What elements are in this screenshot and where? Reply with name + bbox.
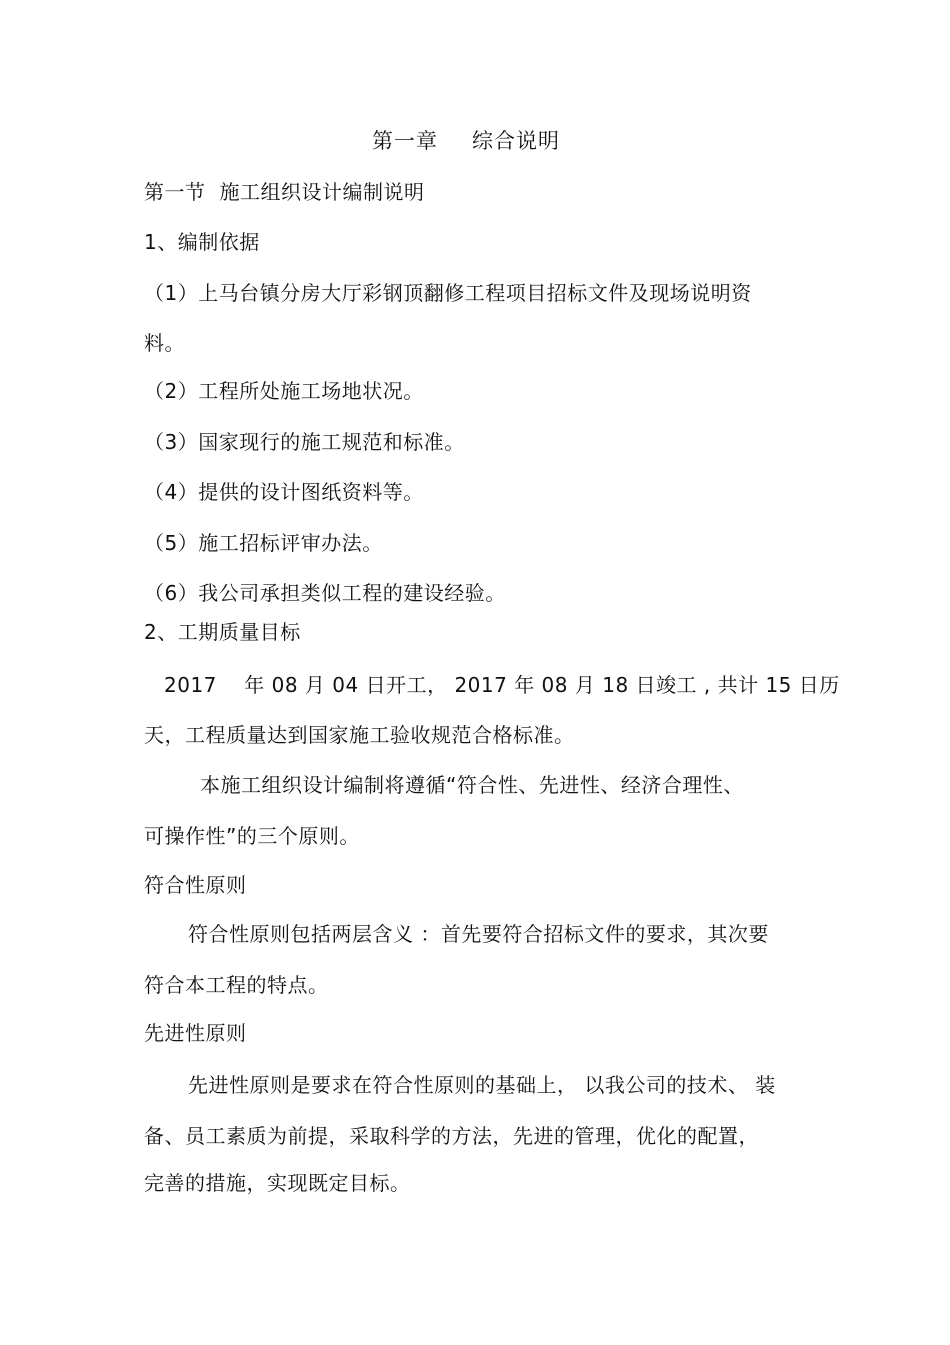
schedule-line-2: 天，工程质量达到国家施工验收规范合格标准。 xyxy=(144,723,575,747)
advanced-line-2: 备、员工素质为前提，采取科学的方法，先进的管理，优化的配置， xyxy=(144,1124,759,1148)
section-name: 施工组织设计编制说明 xyxy=(219,180,425,204)
conformity-line-2: 符合本工程的特点。 xyxy=(144,973,329,997)
basis-item-1-line-1: （1）上马台镇分房大厅彩钢顶翻修工程项目招标文件及现场说明资 xyxy=(144,281,752,305)
schedule-heading: 2、工期质量目标 xyxy=(144,620,301,644)
chapter-number: 第一章 xyxy=(372,129,438,153)
basis-item-2: （2）工程所处施工场地状况。 xyxy=(144,379,424,403)
chapter-name: 综合说明 xyxy=(472,129,560,153)
basis-item-5: （5）施工招标评审办法。 xyxy=(144,531,383,555)
conformity-line-1: 符合性原则包括两层含义 ：首先要符合招标文件的要求，其次要 xyxy=(188,922,769,946)
schedule-line-1: 2017 年 08 月 04 日开工， 2017 年 08 月 18 日竣工 , 共计 15 日历 xyxy=(164,673,840,697)
advanced-heading: 先进性原则 xyxy=(144,1021,247,1045)
basis-item-6: （6）我公司承担类似工程的建设经验。 xyxy=(144,581,506,605)
basis-item-3: （3）国家现行的施工规范和标准。 xyxy=(144,430,465,454)
basis-item-4: （4）提供的设计图纸资料等。 xyxy=(144,480,424,504)
chapter-title xyxy=(372,129,560,153)
advanced-line-1: 先进性原则是要求在符合性原则的基础上， 以我公司的技术、 装 xyxy=(188,1073,776,1097)
conformity-heading: 符合性原则 xyxy=(144,873,247,897)
section-number: 第一节 xyxy=(144,180,206,204)
principle-line-1: 本施工组织设计编制将遵循“符合性、先进性、经济合理性、 xyxy=(200,773,744,797)
advanced-line-3: 完善的措施，实现既定目标。 xyxy=(144,1171,411,1195)
basis-heading: 1、编制依据 xyxy=(144,230,260,254)
section-heading xyxy=(144,180,425,204)
basis-item-1-line-2: 料。 xyxy=(144,331,185,355)
principle-line-2: 可操作性”的三个原则。 xyxy=(144,824,360,848)
